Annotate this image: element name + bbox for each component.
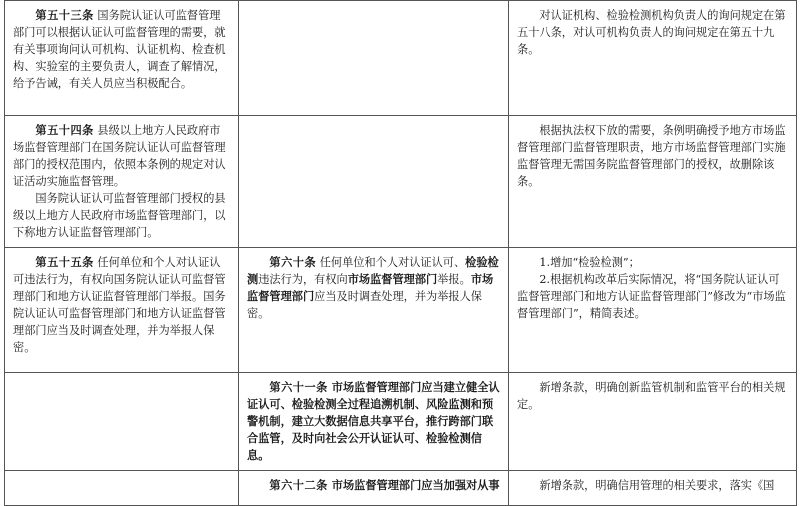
explanation-text: 对认证机构、检验检测机构负责人的询问规定在第五十八条，对认可机构负责人的询问规定在第五十九条。 — [517, 9, 786, 56]
original-article-cell — [5, 471, 239, 506]
article-text-emphasis: 市场监督管理部门 — [247, 272, 494, 303]
article-number: 第六十二条 — [269, 478, 328, 492]
table-row — [5, 116, 797, 248]
article-text: 市场监督管理部门应当加强对从事 — [331, 478, 500, 492]
article-text-segment: 应当及时调查处理，并为举报人保密。 — [247, 290, 482, 320]
explanation-cell — [509, 116, 797, 248]
original-article-cell — [5, 116, 239, 248]
revised-article-cell — [239, 471, 509, 506]
revised-article-cell — [239, 373, 509, 471]
explanation-item: 2.根据机构改革后实际情况，将“国务院认证认可监督管理部门和地方认证监督管理部门”修改为“市场监督管理部门”，精简表述。 — [517, 273, 786, 320]
comparison-table — [4, 0, 797, 506]
explanation-cell — [509, 373, 797, 471]
article-text-emphasis: 市场监督管理部门 — [347, 272, 438, 286]
explanation-cell — [509, 1, 797, 116]
article-text: 国务院认证认可监督管理部门授权的县级以上地方人民政府市场监督管理部门，以下称地方认证监督管理部门。 — [13, 192, 226, 239]
article-number: 第五十五条 — [35, 255, 94, 269]
revised-article-cell — [239, 248, 509, 373]
article-text-segment: 违法行为，有权向 — [258, 273, 348, 286]
table-row — [5, 373, 797, 471]
article-text-segment: 任何单位和个人对认证认可、 — [319, 256, 466, 269]
article-text: 任何单位和个人对认证认可违法行为，有权向国务院认证认可监督管理部门和地方认证监督管理部门举报。国务院认证认可监督管理部门和地方认证监督管理部门应当及时调查处理，并为举报人保密。 — [13, 256, 226, 354]
explanation-cell — [509, 248, 797, 373]
article-number: 第六十条 — [269, 255, 317, 269]
explanation-cell — [509, 471, 797, 506]
article-text-emphasis: 检验检测 — [247, 255, 499, 286]
explanation-text: 根据执法权下放的需要，条例明确授予地方市场监督管理部门监督管理职责，地方市场监督管理部门实施监督管理无需国务院监督管理部门的授权，故删除该条。 — [517, 124, 786, 188]
table-row — [5, 1, 797, 116]
article-text: 县级以上地方人民政府市场监督管理部门在国务院认证认可监督管理部门的授权范围内，依照本条例的规定对认证活动实施监督管理。 — [13, 124, 226, 188]
article-text: 国务院认证认可监督管理部门可以根据认证认可监督管理的需要，就有关事项询问认可机构、认证机构、检查机构、实验室的主要负责人，调查了解情况，给予告诫，有关人员应当积极配合。 — [13, 9, 226, 90]
explanation-text: 新增条款，明确信用管理的相关要求，落实《国 — [539, 479, 775, 492]
original-article-cell — [5, 373, 239, 471]
article-text-segment: 举报。 — [437, 273, 471, 286]
original-article-cell — [5, 248, 239, 373]
original-article-cell — [5, 1, 239, 116]
revised-article-cell — [239, 1, 509, 116]
revised-article-cell — [239, 116, 509, 248]
article-number: 第五十四条 — [35, 123, 94, 137]
table-row — [5, 248, 797, 373]
article-number: 第六十一条 — [269, 380, 328, 394]
explanation-item: 1.增加“检验检测”； — [539, 256, 640, 269]
article-text: 市场监督管理部门应当建立健全认证认可、检验检测全过程追溯机制、风险监测和预警机制，建立大数据信息共享平台，推行跨部门联合监管，及时向社会公开认证认可、检验检测信息。 — [247, 380, 500, 462]
explanation-text: 新增条款，明确创新监管机制和监管平台的相关规定。 — [517, 381, 786, 411]
table-row — [5, 471, 797, 506]
article-number: 第五十三条 — [35, 8, 94, 22]
